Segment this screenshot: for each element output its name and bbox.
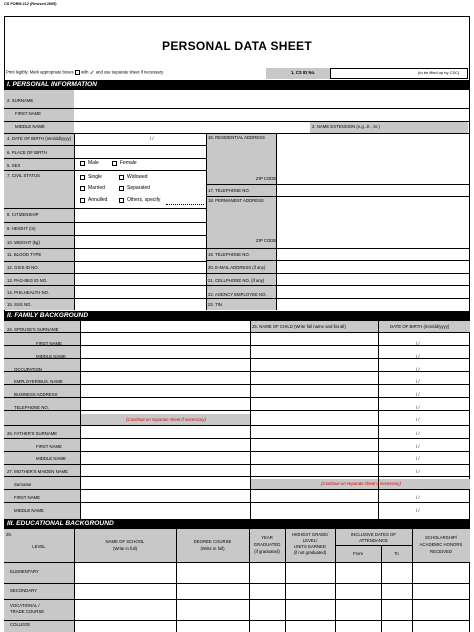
surname-label: 2. SURNAME <box>7 98 34 103</box>
father-first-name-label: FIRST NAME <box>36 444 62 449</box>
inclusive-dates-1: INCLUSIVE DATES OF <box>350 532 397 537</box>
instructions-text: Print legibly. Mark appropriate boxes with ✓ and use separate sheet if necessary. <box>6 69 164 77</box>
pob-label: 6. PLACE OF BIRTH <box>7 150 48 155</box>
highest-grade-3: UNITS EARNED <box>294 544 326 549</box>
married-label: Married <box>88 185 105 191</box>
row-divider <box>4 464 470 465</box>
spouse-telephone-label: TELEPHONE NO. <box>14 405 49 410</box>
child-dob-slashes: / / <box>416 417 420 422</box>
telephone-17-label: 17. TELEPHONE NO. <box>208 188 250 193</box>
residential-address-label: 16. RESIDENTIAL ADDRESS <box>208 135 265 140</box>
honors-1: SCHOLARSHIP/ <box>425 535 457 540</box>
surname-field[interactable] <box>82 99 462 105</box>
to-header: To <box>394 551 399 556</box>
section-personal-information: I. PERSONAL INFORMATION <box>4 80 470 90</box>
section-educational-background: III. EDUCATIONAL BACKGROUND <box>4 519 470 529</box>
philhealth-label: 14. PHILHEALTH NO. <box>7 290 50 295</box>
row-divider <box>4 358 470 359</box>
widowed-checkbox[interactable] <box>119 175 124 180</box>
citizenship-label: 8. CITIZENSHIP <box>7 212 39 217</box>
married-checkbox[interactable] <box>80 186 85 191</box>
permanent-address-label: 18. PERMANENT ADDRESS <box>208 198 264 203</box>
height-label: 9. HEIGHT (m) <box>7 226 36 231</box>
dob-slashes: / / <box>150 136 154 141</box>
children-header: 25. NAME OF CHILD (Write full name and list all) <box>252 324 346 329</box>
level-header: LEVEL <box>32 544 46 549</box>
child-dob-slashes: / / <box>416 405 420 410</box>
spouse-surname-label: 24. SPOUSE'S SURNAME <box>7 327 59 332</box>
mother-middle-name-label: MIDDLE NAME <box>14 508 44 513</box>
male-checkbox[interactable] <box>80 161 85 166</box>
blood-type-label: 11. BLOOD TYPE <box>7 252 42 257</box>
highest-grade-2: LEVEL/ <box>302 538 318 543</box>
school-sub-header: (Write in full) <box>112 546 138 551</box>
child-dob-slashes: / / <box>416 469 420 474</box>
page-title: PERSONAL DATA SHEET <box>162 39 312 53</box>
child-dob-slashes: / / <box>416 367 420 372</box>
form-code: CS FORM 212 (Revised 2005) <box>4 2 57 6</box>
child-dob-slashes: / / <box>416 379 420 384</box>
annulled-label: Annulled <box>88 197 108 203</box>
section-family-background: II. FAMILY BACKGROUND <box>4 311 470 321</box>
child-dob-slashes: / / <box>416 431 420 436</box>
cs-id-label: 1. CS ID No. <box>291 70 316 75</box>
first-name-label: FIRST NAME <box>15 111 41 116</box>
weight-label: 10. WEIGHT (kg) <box>7 240 40 245</box>
middle-name-label: MIDDLE NAME <box>15 124 45 129</box>
row-divider <box>4 345 470 346</box>
highest-grade-4: (if not graduated) <box>293 550 327 555</box>
year-graduated-2: GRADUATED <box>253 542 281 547</box>
separated-checkbox[interactable] <box>119 186 124 191</box>
tin-label: 23. TIN <box>208 302 223 307</box>
child-dob-slashes: / / <box>416 444 420 449</box>
sex-label: 5. SEX <box>7 163 21 168</box>
school-header: NAME OF SCHOOL <box>105 539 145 544</box>
year-graduated-3: (if graduated) <box>254 549 280 554</box>
father-middle-name-label: MIDDLE NAME <box>36 456 66 461</box>
checkmark-icon: ✓ <box>89 70 95 77</box>
cellphone-label: 21. CELLPHONE NO. (if any) <box>208 278 265 283</box>
spouse-first-name-label: FIRST NAME <box>36 341 62 346</box>
continue-note-1: (Continue on separate sheet if necessary) <box>126 417 206 422</box>
personal-labels-bg <box>4 90 74 310</box>
middle-name-field[interactable] <box>82 125 308 131</box>
continue-note-2: (Continue on separate sheet if necessary) <box>321 481 401 486</box>
telephone-19-label: 19. TELEPHONE NO. <box>208 252 250 257</box>
cs-id-note: (to be filled up by CSC) <box>418 70 460 75</box>
child-dob-slashes: / / <box>416 392 420 397</box>
row-divider <box>4 425 470 426</box>
single-label: Single <box>88 174 102 180</box>
year-graduated-1: YEAR <box>261 535 273 540</box>
male-label: Male <box>88 160 99 166</box>
child-dob-slashes: / / <box>416 354 420 359</box>
mother-surname-label: Surname <box>14 482 32 487</box>
sss-label: 15. SSS NO. <box>7 302 32 307</box>
row-divider <box>4 476 470 477</box>
degree-sub-header: (Write in full) <box>200 546 225 551</box>
college-label: COLLEGE <box>10 622 31 627</box>
education-num: 28. <box>6 532 12 537</box>
others-label: Others, specify <box>127 197 161 203</box>
contact-labels-bg <box>206 133 276 310</box>
row-divider <box>4 371 470 372</box>
email-label: 20. E-MAIL ADDRESS (if any) <box>208 265 266 270</box>
child-dob-slashes: / / <box>416 341 420 346</box>
mother-first-name-label: FIRST NAME <box>14 495 40 500</box>
row-divider <box>4 438 470 439</box>
elementary-label: ELEMENTARY <box>10 569 39 574</box>
from-header: From <box>352 551 364 556</box>
checkbox-sample-icon <box>75 70 80 75</box>
child-dob-header: DATE OF BIRTH (mm/dd/yyyy) <box>390 324 450 329</box>
child-dob-slashes: / / <box>416 508 420 513</box>
others-checkbox[interactable] <box>119 198 124 203</box>
first-name-field[interactable] <box>82 112 462 118</box>
row-divider <box>4 384 470 385</box>
degree-header: DEGREE COURSE <box>193 539 232 544</box>
row-divider <box>4 451 470 452</box>
secondary-label: SECONDARY <box>10 588 38 593</box>
business-address-label: BUSINESS ADDRESS <box>14 392 58 397</box>
row-divider <box>4 502 470 503</box>
spouse-middle-name-label: MIDDLE NAME <box>36 354 66 359</box>
child-dob-slashes: / / <box>416 495 420 500</box>
row-divider <box>4 489 470 490</box>
vocational-label-2: TRADE COURSE <box>10 609 45 614</box>
female-checkbox[interactable] <box>112 161 117 166</box>
child-dob-slashes: / / <box>416 456 420 461</box>
row-divider <box>4 332 470 333</box>
mother-maiden-label: 27. MOTHER'S MAIDEN NAME <box>7 469 68 474</box>
employer-label: EMPLOYER/BUS. NAME <box>14 379 63 384</box>
pagibig-label: 13. PAG-IBIG ID NO. <box>7 278 48 283</box>
dob-label: 4. DATE OF BIRTH (mm/dd/yyyy) <box>7 136 72 141</box>
honors-3: RECEIVED <box>430 549 452 554</box>
annulled-checkbox[interactable] <box>80 198 85 203</box>
occupation-label: OCCUPATION <box>14 367 43 372</box>
agency-employee-label: 22. AGENCY EMPLOYEE NO. <box>208 292 267 297</box>
name-extension-label: 3. NAME EXTENSION (e.g. Jr., Sr.) <box>312 124 380 129</box>
highest-grade-1: HIGHEST GRADE/ <box>291 532 329 537</box>
row-divider <box>4 410 470 411</box>
father-surname-label: 26. FATHER'S SURNAME <box>7 431 58 436</box>
single-checkbox[interactable] <box>80 175 85 180</box>
civil-status-label: 7. CIVIL STATUS <box>7 173 40 178</box>
gsis-label: 12. GSIS ID NO. <box>7 265 39 270</box>
female-label: Female <box>120 160 137 166</box>
vocational-label-1: VOCATIONAL / <box>10 603 40 608</box>
row-divider <box>4 397 470 398</box>
zip-code-label-2: ZIP CODE <box>256 238 277 243</box>
separated-label: Separated <box>127 185 151 191</box>
honors-2: ACADEMIC HONORS <box>419 542 463 547</box>
widowed-label: Widowed <box>127 174 148 180</box>
inclusive-dates-2: ATTENDANCE <box>359 538 388 543</box>
zip-code-label-1: ZIP CODE <box>256 176 277 181</box>
